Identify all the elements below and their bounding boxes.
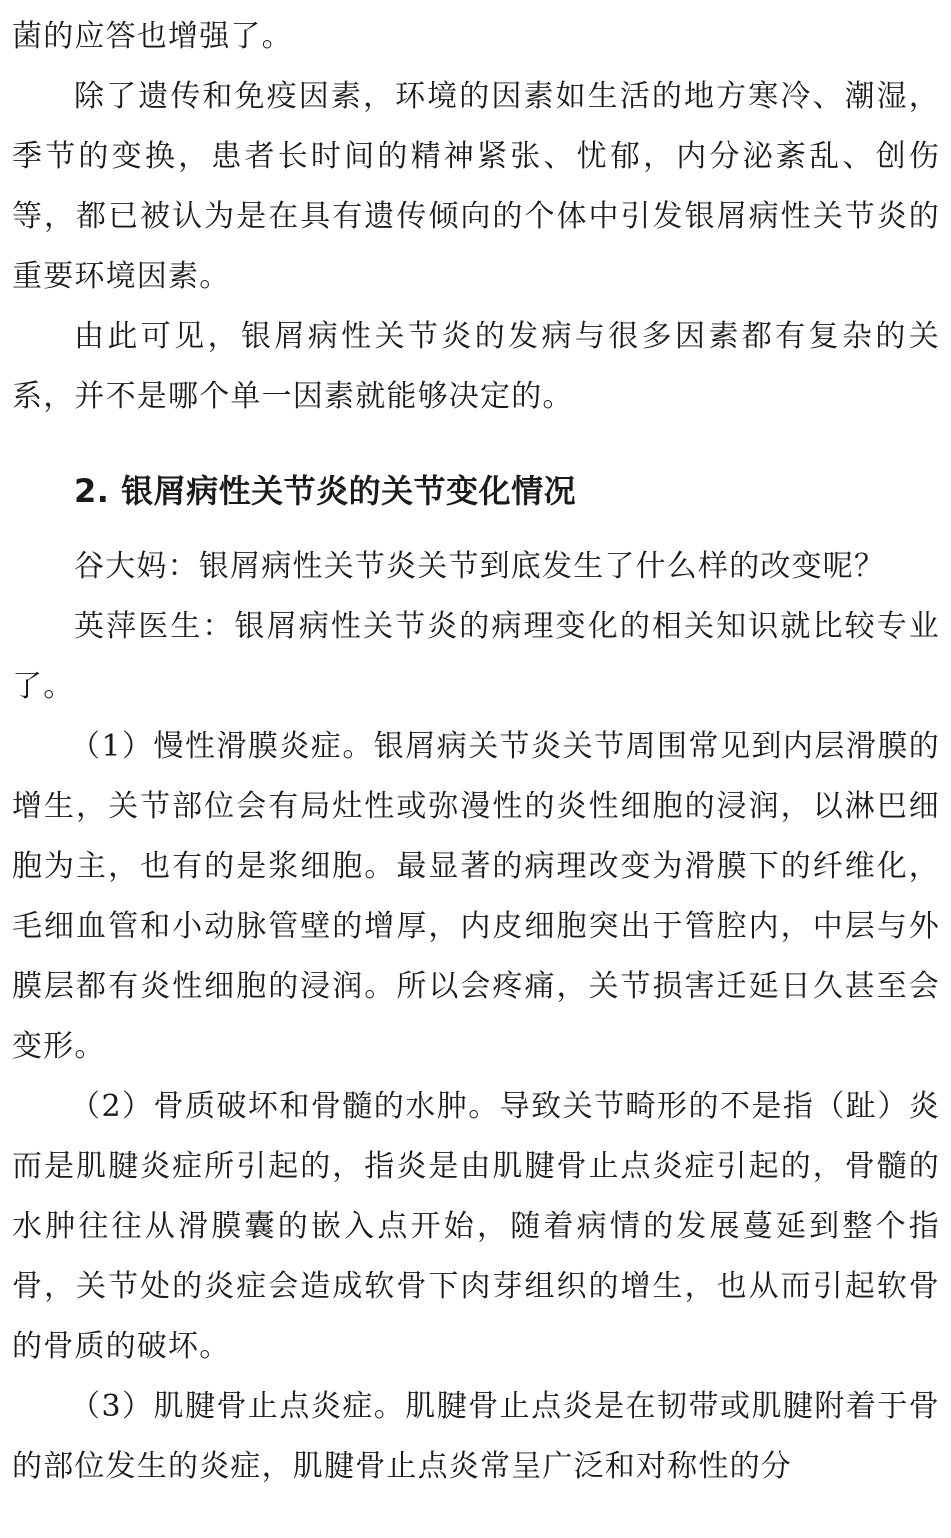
paragraph-conclusion: 由此可见，银屑病性关节炎的发病与很多因素都有复杂的关系，并不是哪个单一因素就能够决定的。 xyxy=(12,319,940,414)
paragraph-continuation: 菌的应答也增强了。 xyxy=(12,19,293,54)
section-heading: 2. 银屑病性关节炎的关节变化情况 xyxy=(74,472,577,510)
item-synovitis: （1）慢性滑膜炎症。银屑病关节炎关节周围常见到内层滑膜的增生，关节部位会有局灶性或弥漫性的炎性细胞的浸润，以淋巴细胞为主，也有的是浆细胞。最显著的病理改变为滑膜下的纤维化，毛细血管和小动脉管壁的增厚，内皮细胞突出于管腔内，中层与外膜层都有炎性细胞的浸润。所以会疼痛，关节损害迁延日久甚至会变形。 xyxy=(12,729,940,1064)
paragraph-environment-factors: 除了遗传和免疫因素，环境的因素如生活的地方寒冷、潮湿，季节的变换，患者长时间的精神紧张、忧郁，内分泌紊乱、创伤等，都已被认为是在具有遗传倾向的个体中引发银屑病性关节炎的重要环境因素。 xyxy=(12,79,940,294)
document-page xyxy=(12,0,940,1497)
item-enthesitis: （3）肌腱骨止点炎症。肌腱骨止点炎是在韧带或肌腱附着于骨的部位发生的炎症，肌腱骨止点炎常呈广泛和对称性的分 xyxy=(12,1389,940,1484)
dialogue-answer: 英萍医生：银屑病性关节炎的病理变化的相关知识就比较专业了。 xyxy=(12,609,940,704)
item-bone-destruction: （2）骨质破坏和骨髓的水肿。导致关节畸形的不是指（趾）炎而是肌腱炎症所引起的，指炎是由肌腱骨止点炎症引起的，骨髓的水肿往往从滑膜囊的嵌入点开始，随着病情的发展蔓延到整个指骨，关节处的炎症会造成软骨下肉芽组织的增生，也从而引起软骨的骨质的破坏。 xyxy=(12,1089,940,1364)
dialogue-question: 谷大妈：银屑病性关节炎关节到底发生了什么样的改变呢？ xyxy=(74,549,886,584)
